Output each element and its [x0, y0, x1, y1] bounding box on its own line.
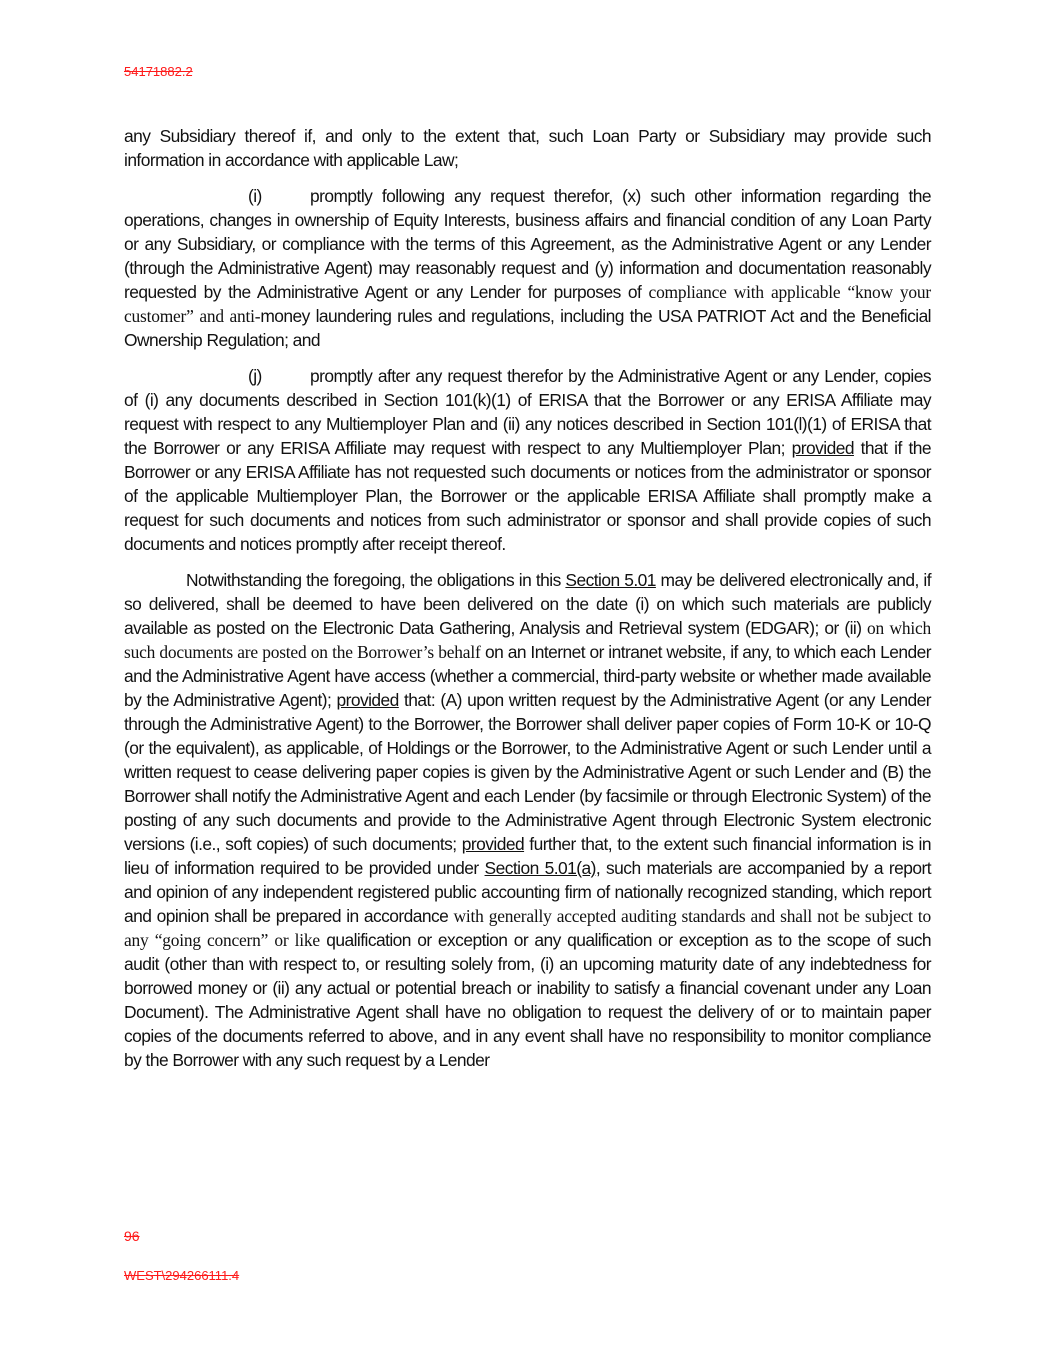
- clause-j: [124, 364, 931, 556]
- paragraph-text: on an Internet or intranet website, if any, to which each Lender and the Administrative Agent have access (whether a commercial, third-party website or whether made available by the Administrative Agent);: [124, 642, 931, 710]
- notwithstanding-paragraph: [124, 568, 931, 1072]
- paragraph-text: any Subsidiary thereof if, and only to the extent that, such Loan Party or Subsidiary may provide such information in accordance with applicable Law;: [124, 126, 931, 170]
- section-reference: Section 5.01: [565, 570, 656, 590]
- paragraph-text: further that, to the extent such financial information is in lieu of information required to be provided under: [124, 834, 931, 878]
- paragraph-text-serif: with generally accepted auditing standards and shall not be subject to any “going concern” or like: [124, 906, 931, 950]
- paragraph-text: Notwithstanding the foregoing, the obligations in this: [186, 570, 566, 590]
- paragraph-text: qualification or exception or any qualification or exception as to the scope of such audit (other than with respect to, or resulting solely from, (i) an upcoming maturity date of any indebtedness for borrowed money or (ii) any actual or potential breach or inability to satisfy a financial covenant under any Loan Document). The Administrative Agent shall have no obligation to request the delivery of or to maintain paper copies of the documents referred to above, and in any event shall have no responsibility to monitor compliance by the Borrower with any such request by a Lender: [124, 930, 932, 1070]
- document-body: [124, 124, 931, 1084]
- clause-i: [124, 184, 931, 352]
- clause-text: promptly after any request therefor by the Administrative Agent or any Lender, copies of (i) any documents described in Section 101(k)(1) of ERISA that the Borrower or any ERISA Affiliate may request with respect to any Multiemployer Plan and (ii) any notices described in Section 101(l)(1) of ERISA that the Borrower or any ERISA Affiliate may request with respect to any Multiemployer Plan;: [124, 366, 931, 458]
- page-number: 96: [124, 1228, 140, 1244]
- clause-label: (i): [248, 186, 262, 206]
- paragraph-text-serif: on which such documents are posted on the Borrower’s behalf: [124, 618, 931, 662]
- section-reference: Section 5.01(a): [484, 858, 596, 878]
- provided-term: provided: [336, 690, 399, 710]
- provided-term: provided: [461, 834, 525, 854]
- clause-text-serif: compliance with applicable “know your customer” and anti-: [124, 282, 931, 326]
- clause-text: money laundering rules and regulations, including the USA PATRIOT Act and the Beneficial Ownership Regulation; and: [124, 306, 931, 350]
- header-document-id: 54171882.2: [124, 64, 193, 79]
- paragraph-text: that: (A) upon written request by the Administrative Agent (or any Lender through the Administrative Agent) to the Borrower, the Borrower shall deliver paper copies of Form 10-K or 10-Q (or the equivalent), as applicable, of Holdings or the Borrower, to the Administrative Agent or such Lender until a written request to cease delivering paper copies is given by the Administrative Agent or such Lender and (B) the Borrower shall notify the Administrative Agent and each Lender (by facsimile or through Electronic System) of the posting of any such documents and provide to the Administrative Agent through Electronic System electronic versions (i.e., soft copies) of such documents;: [124, 690, 931, 854]
- clause-label: (j): [248, 366, 262, 386]
- paragraph-continuation: [124, 124, 931, 172]
- clause-text: promptly following any request therefor, (x) such other information regarding the operations, changes in ownership of Equity Interests, business affairs and financial condition of any Loan Party or any Subsidiary, or compliance with the terms of this Agreement, as the Administrative Agent or any Lender (through the Administrative Agent) may reasonably request and (y) information and documentation reasonably requested by the Administrative Agent or any Lender for purposes of: [124, 186, 931, 302]
- provided-term: provided: [791, 438, 854, 458]
- clause-text: that if the Borrower or any ERISA Affiliate has not requested such documents or notices from the administrator or sponsor of the applicable Multiemployer Plan, the Borrower or the applicable ERISA Affiliate shall promptly make a request for such documents and notices from such administrator or sponsor and shall provide copies of such documents and notices promptly after receipt thereof.: [124, 438, 931, 554]
- paragraph-text: may be delivered electronically and, if so delivered, shall be deemed to have been delivered on the date (i) on which such materials are publicly available as posted on the Electronic Data Gathering, Analysis and Retrieval system (EDGAR); or (ii): [124, 570, 931, 638]
- footer-document-id: WEST\294266111.4: [124, 1268, 240, 1283]
- paragraph-text: , such materials are accompanied by a report and opinion of any independent registered public accounting firm of nationally recognized standing, which report and opinion shall be prepared in accordance: [124, 858, 931, 926]
